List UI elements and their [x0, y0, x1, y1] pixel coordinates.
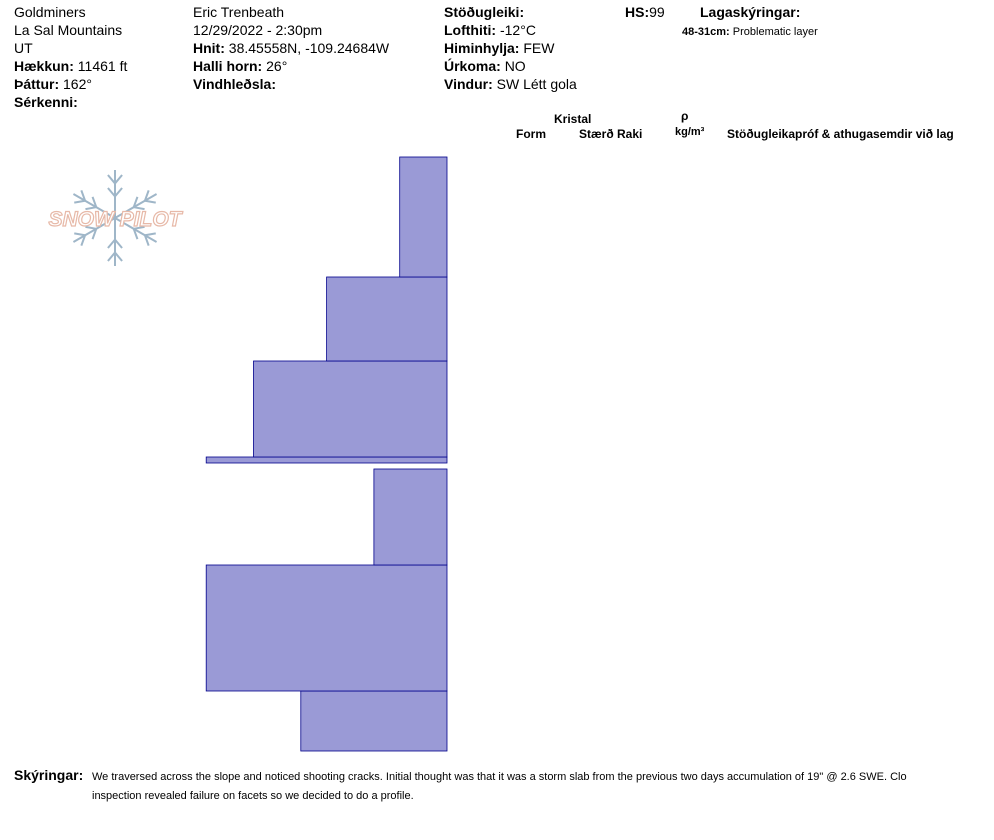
snowflake-branch [74, 201, 85, 203]
snowflake-branch [108, 253, 115, 261]
state: UT [14, 40, 33, 56]
aspect-value: 162° [63, 76, 92, 92]
snowflake-branch [115, 188, 122, 196]
hardness-bar [301, 691, 447, 751]
precip-value: NO [504, 58, 526, 74]
snowflake-branch [108, 240, 115, 248]
layer-note-text: Problematic layer [732, 26, 818, 38]
comments-line-1: We traversed across the slope and noticed shooting cracks. Initial thought was that it was a storm slab from the previous two days accumulation of 19" @ 2.6 SWE. Clo [92, 771, 907, 783]
wind-label: Vindur: [444, 76, 493, 92]
snowpilot-logo [49, 170, 184, 266]
coords-label: Hnit: [193, 40, 225, 56]
snowflake-branch [74, 233, 85, 235]
hs-label: HS: [625, 4, 650, 20]
stability-label: Stöðugleiki: [444, 4, 525, 20]
crystal-header: Kristal [554, 112, 592, 126]
aspect-label: Þáttur: [14, 76, 60, 92]
snowflake-branch [115, 175, 122, 183]
wind-value: SW Létt gola [496, 76, 577, 92]
logo-text: SNOW PILOT [48, 208, 182, 231]
location-name: Goldminers [14, 4, 86, 20]
hs-value: 99 [649, 4, 665, 20]
snowflake-branch [115, 240, 122, 248]
slope-value: 26° [266, 58, 288, 74]
density-unit-header: kg/m³ [675, 126, 705, 138]
comments-label: Skýringar: [14, 767, 84, 783]
snowflake-branch [145, 201, 156, 203]
hardness-bar [327, 277, 447, 361]
tests-header: Stöðugleikapróf & athugasemdir við lag [727, 127, 954, 141]
air-temp-value: -12°C [499, 22, 536, 38]
features-label: Sérkenni: [14, 94, 78, 110]
hardness-bar [206, 457, 447, 463]
hardness-bar [254, 361, 448, 457]
sky-label: Himinhylja: [444, 40, 520, 56]
precip-label: Úrkoma: [444, 58, 501, 74]
hardness-bar [400, 157, 447, 277]
observation-datetime: 12/29/2022 - 2:30pm [193, 22, 323, 38]
moisture-header: Raki [617, 127, 643, 141]
form-header: Form [516, 127, 546, 141]
observer-name: Eric Trenbeath [193, 4, 285, 20]
hardness-bar [206, 565, 447, 691]
hardness-bar [374, 469, 447, 565]
size-header: Stærð [579, 127, 614, 141]
slope-label: Halli horn: [193, 58, 263, 74]
mountain-range: La Sal Mountains [14, 22, 123, 38]
snowflake-branch [108, 188, 115, 196]
snowflake-branch [108, 175, 115, 183]
elevation-value: 11461 ft [77, 58, 128, 74]
snowflake-branch [115, 253, 122, 261]
layer-note-range: 48-31cm: [682, 26, 730, 38]
wind-loading-label: Vindhleðsla: [193, 76, 276, 92]
coords-value: 38.45558N, -109.24684W [228, 40, 390, 56]
snowflake-branch [145, 233, 156, 235]
rho-header: ρ [681, 109, 689, 123]
layer-notes-label: Lagaskýringar: [700, 4, 801, 20]
comments-line-2: inspection revealed failure on facets so we decided to do a profile. [92, 790, 414, 802]
sky-value: FEW [523, 40, 555, 56]
air-temp-label: Lofthiti: [444, 22, 497, 38]
elevation-label: Hækkun: [14, 58, 74, 74]
